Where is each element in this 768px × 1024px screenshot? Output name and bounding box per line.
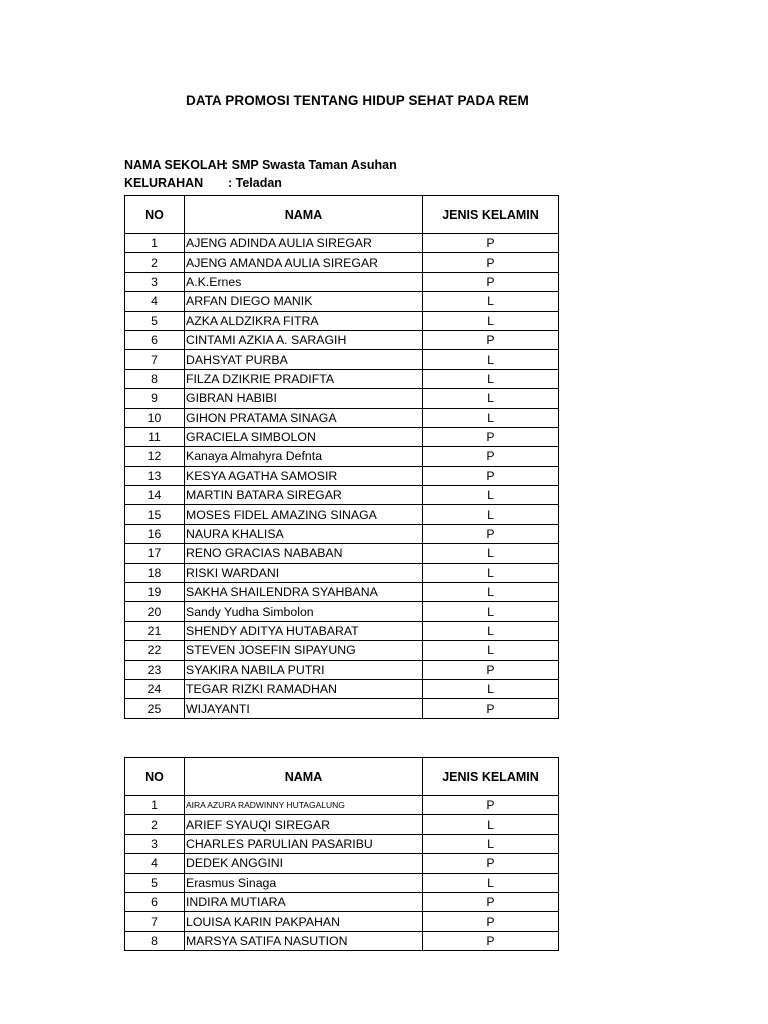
table-row xyxy=(125,854,559,873)
table-row xyxy=(125,679,559,698)
gender-cell: P xyxy=(423,447,559,466)
gender-cell: L xyxy=(423,544,559,563)
kelurahan-value: : Teladan xyxy=(228,176,282,190)
student-name-cell: Kanaya Almahyra Defnta xyxy=(185,447,423,466)
gender-cell: L xyxy=(423,311,559,330)
gender-cell: L xyxy=(423,873,559,892)
student-name-cell: DEDEK ANGGINI xyxy=(185,854,423,873)
table-row xyxy=(125,834,559,853)
gender-cell: P xyxy=(423,796,559,815)
header-no: NO xyxy=(125,758,185,796)
gender-cell: L xyxy=(423,641,559,660)
student-name-cell: SYAKIRA NABILA PUTRI xyxy=(185,660,423,679)
table-row xyxy=(125,330,559,349)
student-name-cell: MOSES FIDEL AMAZING SINAGA xyxy=(185,505,423,524)
table-header-row xyxy=(125,758,559,796)
gender-cell: L xyxy=(423,679,559,698)
table-body xyxy=(125,234,559,719)
gender-cell: P xyxy=(423,272,559,291)
student-name-cell: ARIEF SYAUQI SIREGAR xyxy=(185,815,423,834)
gender-cell: L xyxy=(423,834,559,853)
row-number-cell: 12 xyxy=(125,447,185,466)
gender-cell: L xyxy=(423,486,559,505)
student-name-cell: RENO GRACIAS NABABAN xyxy=(185,544,423,563)
table-row xyxy=(125,873,559,892)
student-name-cell: ARFAN DIEGO MANIK xyxy=(185,292,423,311)
row-number-cell: 10 xyxy=(125,408,185,427)
gender-cell: P xyxy=(423,466,559,485)
row-number-cell: 5 xyxy=(125,311,185,330)
gender-cell: L xyxy=(423,292,559,311)
table-row xyxy=(125,892,559,911)
student-name-cell: CHARLES PARULIAN PASARIBU xyxy=(185,834,423,853)
header-no: NO xyxy=(125,196,185,234)
table-row xyxy=(125,602,559,621)
table-row xyxy=(125,408,559,427)
row-number-cell: 5 xyxy=(125,873,185,892)
student-table-1 xyxy=(124,195,559,719)
student-name-cell: A.K.Ernes xyxy=(185,272,423,291)
student-table-2 xyxy=(124,757,559,951)
student-name-cell: SHENDY ADITYA HUTABARAT xyxy=(185,621,423,640)
table-row xyxy=(125,931,559,950)
row-number-cell: 9 xyxy=(125,389,185,408)
row-number-cell: 6 xyxy=(125,892,185,911)
row-number-cell: 7 xyxy=(125,912,185,931)
row-number-cell: 14 xyxy=(125,486,185,505)
gender-cell: L xyxy=(423,815,559,834)
student-name-cell: AJENG AMANDA AULIA SIREGAR xyxy=(185,253,423,272)
table-header-row xyxy=(125,196,559,234)
row-number-cell: 22 xyxy=(125,641,185,660)
row-number-cell: 11 xyxy=(125,427,185,446)
gender-cell: P xyxy=(423,931,559,950)
row-number-cell: 2 xyxy=(125,253,185,272)
table-row xyxy=(125,369,559,388)
header-jenis-kelamin: JENIS KELAMIN xyxy=(423,758,559,796)
table-row xyxy=(125,699,559,718)
gender-cell: L xyxy=(423,563,559,582)
gender-cell: P xyxy=(423,234,559,253)
table-row xyxy=(125,350,559,369)
row-number-cell: 21 xyxy=(125,621,185,640)
gender-cell: L xyxy=(423,350,559,369)
table-row xyxy=(125,447,559,466)
table-row xyxy=(125,466,559,485)
row-number-cell: 1 xyxy=(125,234,185,253)
student-name-cell: FILZA DZIKRIE PRADIFTA xyxy=(185,369,423,388)
row-number-cell: 3 xyxy=(125,272,185,291)
header-nama: NAMA xyxy=(185,758,423,796)
table-row xyxy=(125,641,559,660)
student-name-cell: GIBRAN HABIBI xyxy=(185,389,423,408)
row-number-cell: 8 xyxy=(125,931,185,950)
row-number-cell: 3 xyxy=(125,834,185,853)
table-row xyxy=(125,660,559,679)
row-number-cell: 8 xyxy=(125,369,185,388)
table-body xyxy=(125,796,559,951)
student-name-cell: WIJAYANTI xyxy=(185,699,423,718)
row-number-cell: 19 xyxy=(125,583,185,602)
row-number-cell: 7 xyxy=(125,350,185,369)
gender-cell: P xyxy=(423,427,559,446)
row-number-cell: 17 xyxy=(125,544,185,563)
row-number-cell: 4 xyxy=(125,854,185,873)
header-nama: NAMA xyxy=(185,196,423,234)
row-number-cell: 6 xyxy=(125,330,185,349)
table-row xyxy=(125,253,559,272)
table-row xyxy=(125,563,559,582)
table-row xyxy=(125,311,559,330)
row-number-cell: 18 xyxy=(125,563,185,582)
gender-cell: L xyxy=(423,621,559,640)
student-name-cell: INDIRA MUTIARA xyxy=(185,892,423,911)
student-name-cell: Sandy Yudha Simbolon xyxy=(185,602,423,621)
table-row xyxy=(125,389,559,408)
row-number-cell: 15 xyxy=(125,505,185,524)
student-name-cell: CINTAMI AZKIA A. SARAGIH xyxy=(185,330,423,349)
row-number-cell: 25 xyxy=(125,699,185,718)
school-info-line xyxy=(124,158,397,172)
row-number-cell: 16 xyxy=(125,524,185,543)
table-row xyxy=(125,234,559,253)
student-name-cell: Erasmus Sinaga xyxy=(185,873,423,892)
gender-cell: L xyxy=(423,369,559,388)
student-name-cell: DAHSYAT PURBA xyxy=(185,350,423,369)
school-label: NAMA SEKOLAH xyxy=(124,158,226,172)
student-name-cell: MARSYA SATIFA NASUTION xyxy=(185,931,423,950)
student-name-cell: AZKA ALDZIKRA FITRA xyxy=(185,311,423,330)
gender-cell: P xyxy=(423,253,559,272)
document-title: DATA PROMOSI TENTANG HIDUP SEHAT PADA REM xyxy=(186,93,529,108)
student-name-cell: MARTIN BATARA SIREGAR xyxy=(185,486,423,505)
table-row xyxy=(125,796,559,815)
student-name-cell: TEGAR RIZKI RAMADHAN xyxy=(185,679,423,698)
gender-cell: P xyxy=(423,524,559,543)
gender-cell: L xyxy=(423,602,559,621)
table-row xyxy=(125,272,559,291)
table-row xyxy=(125,583,559,602)
row-number-cell: 20 xyxy=(125,602,185,621)
row-number-cell: 13 xyxy=(125,466,185,485)
row-number-cell: 4 xyxy=(125,292,185,311)
student-name-cell: STEVEN JOSEFIN SIPAYUNG xyxy=(185,641,423,660)
school-value: : SMP Swasta Taman Asuhan xyxy=(224,158,397,172)
student-name-cell: SAKHA SHAILENDRA SYAHBANA xyxy=(185,583,423,602)
table-row xyxy=(125,524,559,543)
student-name-cell: GRACIELA SIMBOLON xyxy=(185,427,423,446)
row-number-cell: 24 xyxy=(125,679,185,698)
student-name-cell: RISKI WARDANI xyxy=(185,563,423,582)
kelurahan-info-line xyxy=(124,176,282,190)
header-jenis-kelamin: JENIS KELAMIN xyxy=(423,196,559,234)
gender-cell: L xyxy=(423,583,559,602)
student-name-cell: LOUISA KARIN PAKPAHAN xyxy=(185,912,423,931)
table-row xyxy=(125,486,559,505)
gender-cell: P xyxy=(423,660,559,679)
gender-cell: P xyxy=(423,699,559,718)
student-name-cell: GIHON PRATAMA SINAGA xyxy=(185,408,423,427)
gender-cell: P xyxy=(423,330,559,349)
table-row xyxy=(125,292,559,311)
gender-cell: L xyxy=(423,389,559,408)
gender-cell: P xyxy=(423,892,559,911)
table-row xyxy=(125,815,559,834)
student-name-cell: KESYA AGATHA SAMOSIR xyxy=(185,466,423,485)
gender-cell: P xyxy=(423,854,559,873)
table-row xyxy=(125,427,559,446)
kelurahan-label: KELURAHAN xyxy=(124,176,204,190)
table-row xyxy=(125,912,559,931)
row-number-cell: 23 xyxy=(125,660,185,679)
gender-cell: L xyxy=(423,505,559,524)
student-name-cell: AIRA AZURA RADWINNY HUTAGALUNG xyxy=(185,796,423,815)
table-row xyxy=(125,505,559,524)
gender-cell: L xyxy=(423,408,559,427)
student-name-cell: AJENG ADINDA AULIA SIREGAR xyxy=(185,234,423,253)
row-number-cell: 2 xyxy=(125,815,185,834)
student-name-cell: NAURA KHALISA xyxy=(185,524,423,543)
row-number-cell: 1 xyxy=(125,796,185,815)
gender-cell: P xyxy=(423,912,559,931)
table-row xyxy=(125,621,559,640)
table-row xyxy=(125,544,559,563)
